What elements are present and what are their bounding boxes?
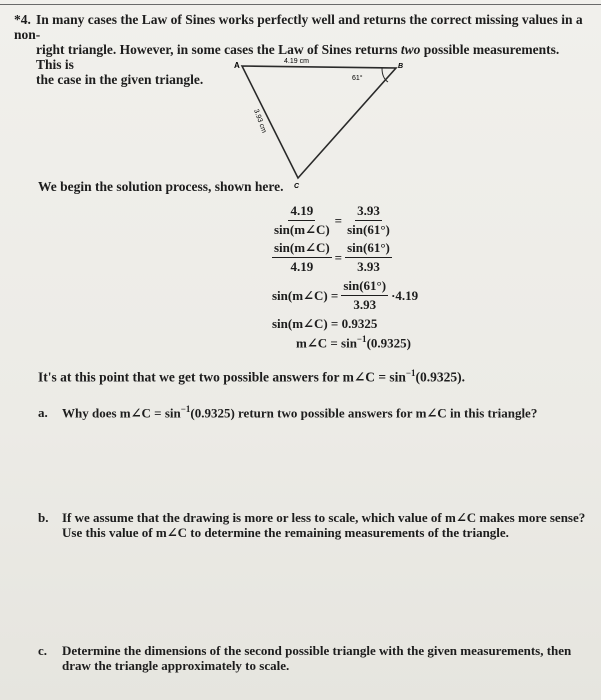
question-c [38,643,571,673]
step-1-left-fraction [272,203,332,238]
step-2-left-fraction [272,240,332,275]
step-1-right-num: 3.93 [355,203,382,221]
two-answers-statement [38,368,465,386]
question-a-sup: −1 [180,404,191,414]
step-3-den: 3.93 [353,297,377,312]
question-c-line-2: draw the triangle approximately to scale. [62,658,290,673]
step-1 [272,203,392,238]
angle-b-arc [382,68,388,82]
question-a-end: in this triangle? [449,405,538,421]
vertex-c-label: C [294,183,300,190]
question-b [38,510,585,540]
question-a-post: (0.9325) return two possible answers for [190,405,413,421]
question-a-letter: a. [38,405,48,421]
triangle-shape [242,66,396,178]
step-5-arg: (0.9325) [366,335,411,351]
step-1-right-den: sin(61°) [347,222,390,237]
side-ac-label: 3.93 cm [252,108,268,135]
step-2-right-fraction [345,240,392,275]
step-2-equals: = [334,249,343,265]
question-a-var: m∠C [415,405,447,421]
question-b-letter: b. [38,510,49,525]
step-5-sup: −1 [356,334,367,344]
step-2-right-den: 3.93 [357,259,380,274]
step-1-right-fraction [345,203,392,238]
statement-expr: m∠C = sin [342,369,406,385]
question-c-line-1: Determine the dimensions of the second possible triangle with the given measurements, then [62,643,572,658]
side-ab-label: 4.19 cm [284,58,309,65]
statement-text: It's at this point that we get two possible answers for [38,369,340,385]
step-1-left-num: 4.19 [288,203,315,221]
step-3 [272,278,421,313]
problem-line-2-end: possible measurements. This is [36,42,560,72]
question-a-expr: m∠C = sin [119,405,181,421]
vertex-b-label: B [398,63,404,70]
angle-b-label: 61° [352,75,363,82]
step-2-right-num: sin(61°) [345,240,392,258]
step-1-equals: = [334,212,343,228]
question-c-letter: c. [38,643,48,658]
step-3-num: sin(61°) [341,278,388,296]
step-2-left-den: 4.19 [290,259,314,274]
question-a-pre: Why does [62,405,117,421]
question-b-line-2: Use this value of m∠C to determine the remaining measurements of the triangle. [62,525,509,540]
question-b-line-1: If we assume that the drawing is more or less to scale, which value of m∠C makes more sense? [62,510,586,525]
step-1-left-den: sin(m∠C) [274,222,330,237]
triangle-diagram [232,58,412,190]
step-5 [296,334,411,351]
step-2 [272,240,392,275]
top-rule [0,4,601,5]
step-3-fraction [341,278,388,313]
vertex-a-label: A [234,61,240,70]
statement-sup: −1 [405,368,416,378]
intro-text: We begin the solution process, shown here. [38,179,284,194]
problem-number: *4. [14,12,31,27]
step-2-left-num: sin(m∠C) [272,240,332,258]
statement-arg: (0.9325). [415,369,466,385]
step-3-multiplier: ·4.19 [391,287,419,303]
step-5-expr: m∠C = sin [296,335,357,351]
problem-line-2-text: right triangle. However, in some cases the Law of Sines returns [36,42,398,57]
step-3-lhs: sin(m∠C) = [272,287,339,303]
problem-line-1: In many cases the Law of Sines works perfectly well and returns the correct missing values in a non- [14,12,583,42]
problem-emphasis: two [400,42,421,57]
step-4: sin(m∠C) = 0.9325 [272,316,378,331]
problem-line-3: the case in the given triangle. [36,72,204,87]
question-a [38,402,537,420]
